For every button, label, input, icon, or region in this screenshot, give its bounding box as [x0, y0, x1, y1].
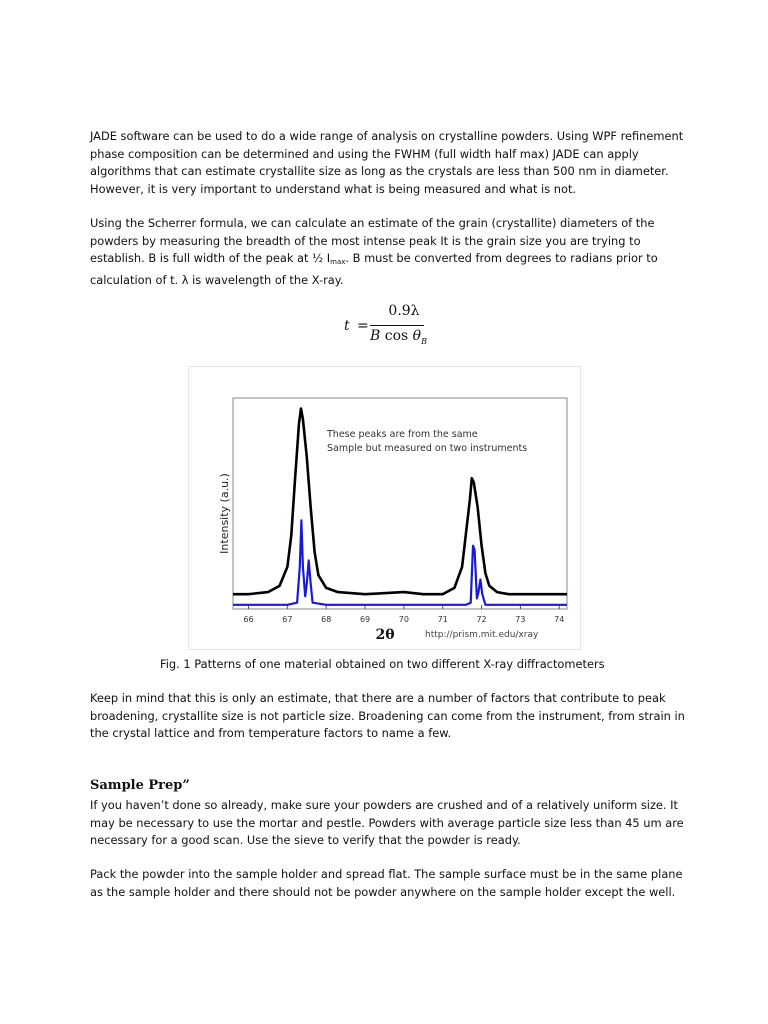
- x-tick-label: 69: [359, 615, 371, 624]
- scherrer-formula: [340, 303, 440, 353]
- formula-theta: θ: [412, 328, 422, 344]
- scherrer-paragraph: [90, 215, 690, 289]
- formula-equals: =: [357, 318, 369, 334]
- formula-denominator: [370, 328, 427, 346]
- x-tick-label: 74: [554, 615, 565, 624]
- formula-t: t: [344, 318, 350, 334]
- formula-numerator: 0.9λ: [388, 303, 420, 319]
- x-tick-label: 71: [437, 615, 448, 624]
- annotation-line: These peaks are from the same: [327, 429, 478, 440]
- x-tick-label: 73: [515, 615, 526, 624]
- scherrer-text-start: Using the Scherrer formula, we can calculate an estimate of the grain (crystallite) diameters of the powders by measuring the breadth of the most intense peak It is the grain size you are trying to establish. B is full width of the peak at ½ I: [90, 216, 655, 265]
- imax-subscript: max: [330, 258, 346, 266]
- xrd-chart: [188, 366, 580, 650]
- formula-b: B: [370, 328, 381, 344]
- source-url: http://prism.mit.edu/xray: [425, 630, 539, 640]
- y-axis-label: Intensity (a.u.): [218, 473, 231, 554]
- x-tick-label: 72: [476, 615, 487, 624]
- x-axis-label: 2θ: [375, 627, 395, 643]
- figure-caption: Fig. 1 Patterns of one material obtained on two different X-ray diffractometers: [160, 657, 605, 671]
- annotation-line: Sample but measured on two instruments: [327, 443, 528, 454]
- formula-cos: cos: [384, 328, 409, 344]
- formula-theta-sub: B: [421, 336, 427, 346]
- x-tick-label: 67: [282, 615, 293, 624]
- fraction-bar: [370, 325, 424, 326]
- packing-paragraph: Pack the powder into the sample holder and spread flat. The sample surface must be in the same plane as the sample holder and there should not be powder anywhere on the sample holder except the well.: [90, 867, 683, 899]
- sample-prep-paragraph: If you haven’t done so already, make sure your powders are crushed and of a relatively uniform size. It may be necessary to use the mortar and pestle. Powders with average particle size less than 45 um are necessary for a good scan. Use the sieve to verify that the powder is ready.: [90, 798, 684, 847]
- section-heading: Sample Prep”: [90, 778, 190, 793]
- intro-paragraph: JADE software can be used to do a wide range of analysis on crystalline powders. Using WPF refinement phase composition can be determined and using the FWHM (full width half max) JADE can apply algorithms that can estimate crystallite size as long as the crystals are less than 500 nm in diameter. However, it is very important to understand what is being measured and what is not.: [90, 129, 684, 196]
- x-tick-label: 70: [398, 615, 409, 624]
- estimate-paragraph: Keep in mind that this is only an estimate, that there are a number of factors that contribute to peak broadening, crystallite size is not particle size. Broadening can come from the instrument, from strain in the crystal lattice and from temperature factors to name a few.: [90, 691, 685, 740]
- scherrer-text-end: . B must be converted from degrees to radians prior to calculation of t. λ is wavelength of the X-ray.: [90, 251, 658, 287]
- x-tick-label: 68: [321, 615, 332, 624]
- x-tick-label: 66: [243, 615, 254, 624]
